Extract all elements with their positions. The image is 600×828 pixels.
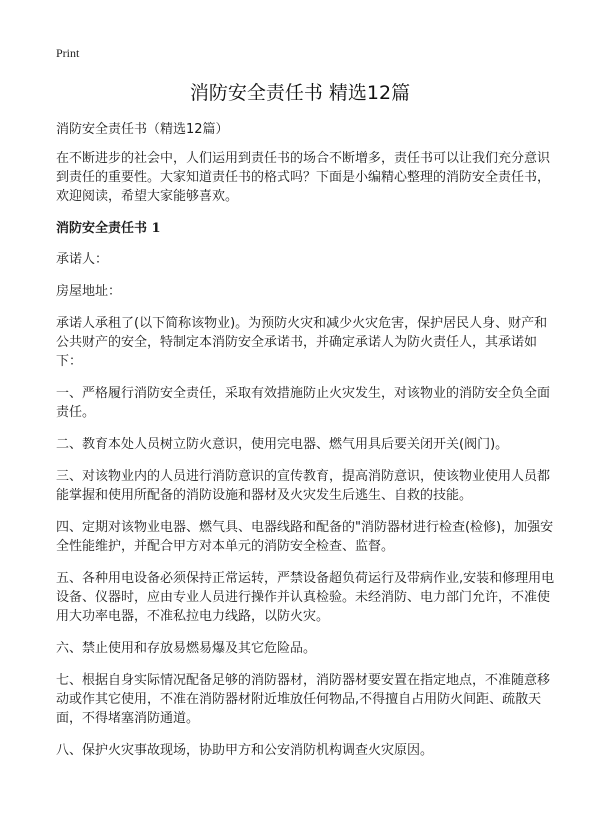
promisor-line: 承诺人： [56, 252, 109, 267]
document-body [56, 120, 556, 773]
clause-paragraph: 一、严格履行消防安全责任，采取有效措施防止火灾发生，对该物业的消防安全负全面责任。 [56, 386, 551, 420]
page-title: 消防安全责任书 精选12篇 [189, 82, 411, 104]
clause-paragraph: 二、教育本处人员树立防火意识，使用完电器、燃气用具后要关闭开关(阀门)。 [56, 437, 509, 452]
section-heading: 消防安全责任书 1 [56, 221, 161, 236]
clause-paragraph: 八、保护火灾事故现场，协助甲方和公安消防机构调查火灾原因。 [56, 743, 434, 758]
document-subtitle: 消防安全责任书（精选12篇） [56, 122, 229, 137]
clause-paragraph: 六、禁止使用和存放易燃易爆及其它危险品。 [56, 641, 317, 656]
clause-paragraph: 五、各种用电设备必须保持正常运转，严禁设备超负荷运行及带病作业,安装和修理用电设备、仪器时，应由专业人员进行操作并认真检验。未经消防、电力部门允许，不准使用大功率电器，不准私拉电力线路，以防火灾。 [56, 571, 555, 624]
clause-paragraph: 七、根据自身实际情况配备足够的消防器材，消防器材要安置在指定地点，不准随意移动或作其它使用，不准在消防器材附近堆放任何物品,不得擅自占用防火间距、疏散天面，不得堵塞消防通道。 [56, 673, 551, 726]
clause-paragraph: 四、定期对该物业电器、燃气具、电器线路和配备的"消防器材进行检查(检修)，加强安全性能维护，并配合甲方对本单元的消防安全检查、监督。 [56, 520, 554, 554]
intro-paragraph: 在不断进步的社会中，人们运用到责任书的场合不断增多，责任书可以让我们充分意识到责任的重要性。大家知道责任书的格式吗？下面是小编精心整理的消防安全责任书，欢迎阅读，希望大家能够喜欢。 [56, 151, 551, 204]
preamble-paragraph: 承诺人承租了(以下简称该物业)。为预防火灾和减少火灾危害，保护居民人身、财产和公共财产的安全，特制定本消防安全承诺书，并确定承诺人为防火责任人，其承诺如下： [56, 316, 548, 369]
clause-paragraph: 三、对该物业内的人员进行消防意识的宣传教育，提高消防意识，使该物业使用人员都能掌握和使用所配备的消防设施和器材及火灾发生后逃生、自救的技能。 [56, 469, 551, 503]
print-label: Print [56, 46, 80, 60]
address-line: 房屋地址： [56, 284, 122, 299]
